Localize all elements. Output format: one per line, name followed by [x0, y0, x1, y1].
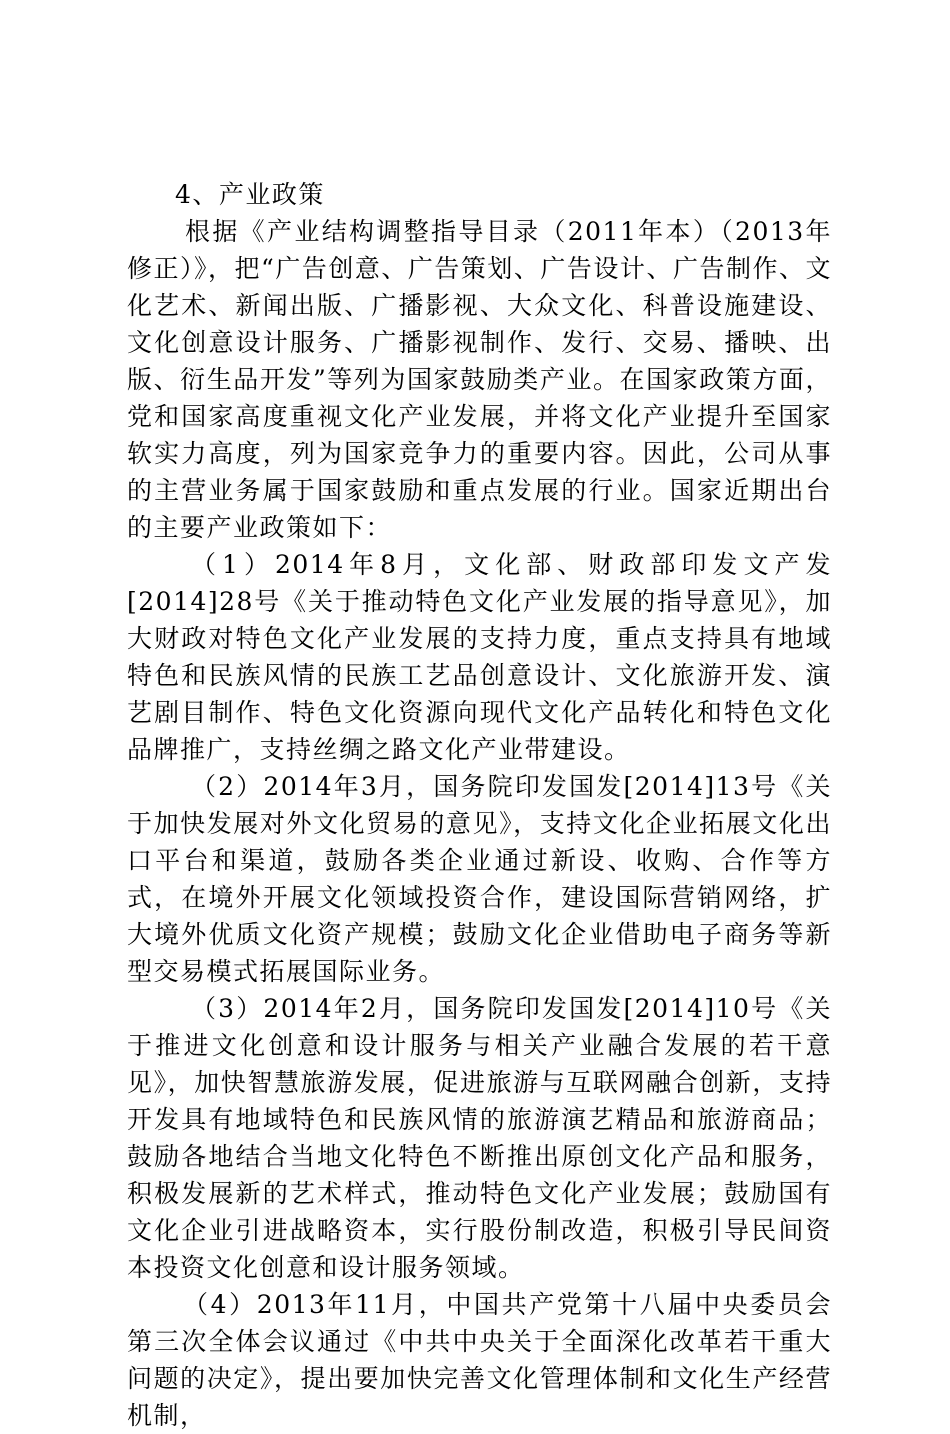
- policy-item-1: （1）2014年8月，文化部、财政部印发文产发[2014]28号《关于推动特色文化产业发展的指导意见》，加大财政对特色文化产业发展的支持力度，重点支持具有地域特色和民族风情的民族工艺品创意设计、文化旅游开发、演艺剧目制作、特色文化资源向现代文化产品转化和特色文化品牌推广，支持丝绸之路文化产业带建设。: [127, 550, 832, 764]
- policy-item-4: （4）2013年11月，中国共产党第十八届中央委员会第三次全体会议通过《中共中央关于全面深化改革若干重大问题的决定》，提出要加快完善文化管理体制和文化生产经营机制，: [127, 1290, 832, 1430]
- policy-item-3: （3）2014年2月，国务院印发国发[2014]10号《关于推进文化创意和设计服务与相关产业融合发展的若干意见》，加快智慧旅游发展，促进旅游与互联网融合创新，支持开发具有地域特色和民族风情的旅游演艺精品和旅游商品；鼓励各地结合当地文化特色不断推出原创文化产品和服务，积极发展新的艺术样式，推动特色文化产业发展；鼓励国有文化企业引进战略资本，实行股份制改造，积极引导民间资本投资文化创意和设计服务领域。: [127, 994, 832, 1282]
- policy-item-2: （2）2014年3月，国务院印发国发[2014]13号《关于加快发展对外文化贸易的意见》，支持文化企业拓展文化出口平台和渠道，鼓励各类企业通过新设、收购、合作等方式，在境外开展文化领域投资合作，建设国际营销网络，扩大境外优质文化资产规模；鼓励文化企业借助电子商务等新型交易模式拓展国际业务。: [127, 772, 832, 986]
- document-body: [127, 176, 832, 1434]
- section-heading: 4、产业政策: [175, 180, 325, 209]
- intro-paragraph: 根据《产业结构调整指导目录（2011年本）（2013年修正）》，把“广告创意、广告策划、广告设计、广告制作、文化艺术、新闻出版、广播影视、大众文化、科普设施建设、文化创意设计服务、广播影视制作、发行、交易、播映、出版、衍生品开发”等列为国家鼓励类产业。在国家政策方面，党和国家高度重视文化产业发展，并将文化产业提升至国家软实力高度，列为国家竞争力的重要内容。因此，公司从事的主营业务属于国家鼓励和重点发展的行业。国家近期出台的主要产业政策如下：: [127, 217, 832, 542]
